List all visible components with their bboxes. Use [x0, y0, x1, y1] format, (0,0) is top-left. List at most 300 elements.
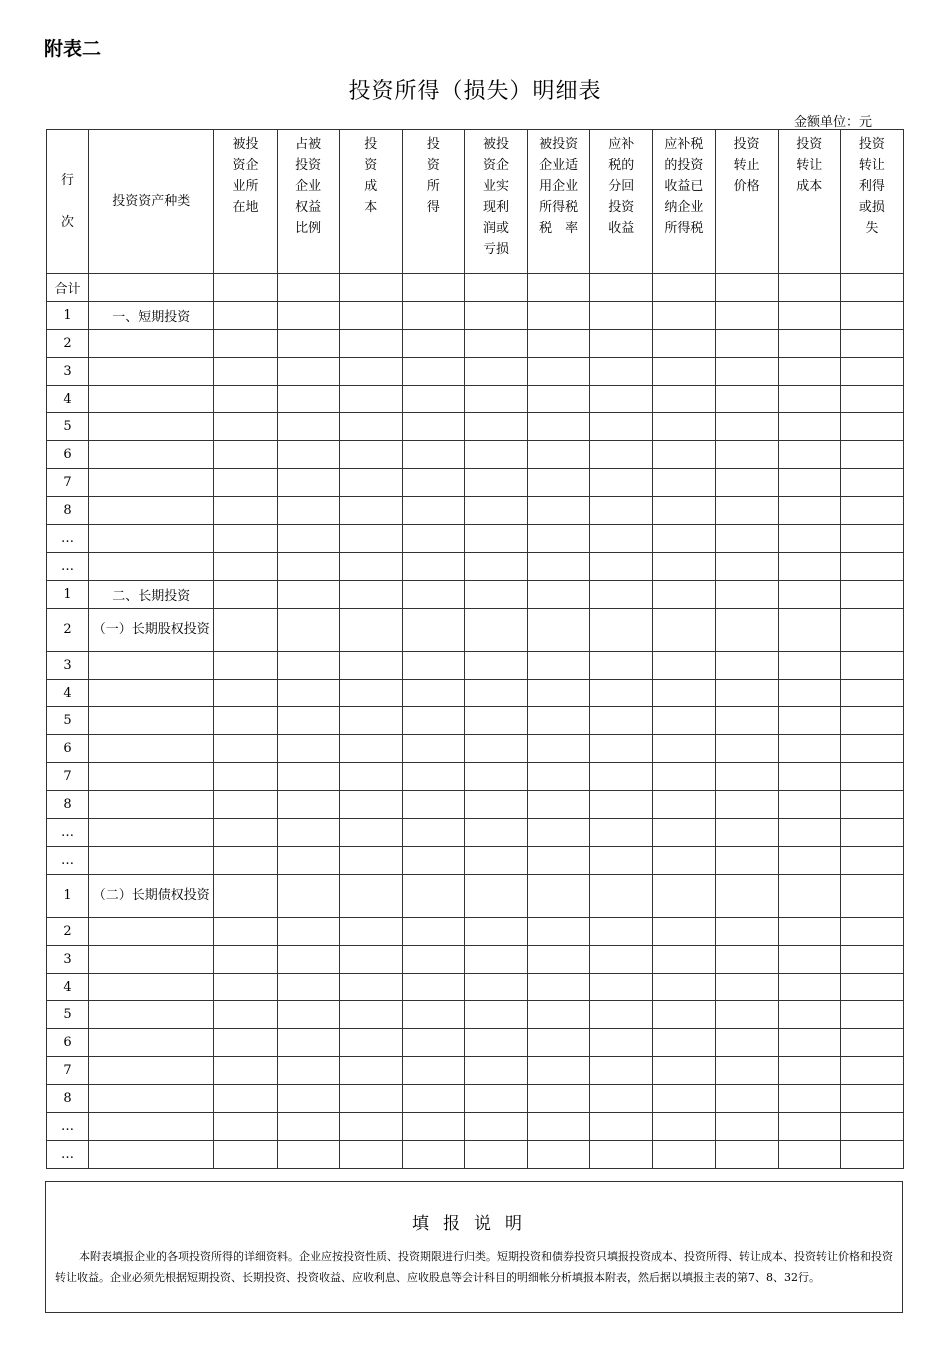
data-cell-investee-location[interactable]: [214, 329, 277, 357]
data-cell-transfer-cost[interactable]: [778, 874, 840, 917]
data-cell-tax-paid-on-income[interactable]: [653, 1085, 715, 1113]
data-cell-equity-ratio[interactable]: [277, 707, 339, 735]
data-cell-investment-cost[interactable]: [339, 525, 402, 553]
data-cell-investee-tax-rate[interactable]: [528, 1140, 590, 1168]
data-cell-investment-cost[interactable]: [339, 1029, 402, 1057]
data-cell-distributed-income-tax-due[interactable]: [590, 357, 653, 385]
data-cell-investee-tax-rate[interactable]: [528, 735, 590, 763]
data-cell-investment-cost[interactable]: [339, 945, 402, 973]
data-cell-investment-income[interactable]: [402, 441, 464, 469]
data-cell-transfer-cost[interactable]: [778, 525, 840, 553]
data-cell-transfer-gain-loss[interactable]: [840, 385, 903, 413]
data-cell-tax-paid-on-income[interactable]: [653, 413, 715, 441]
data-cell-equity-ratio[interactable]: [277, 301, 339, 329]
data-cell-transfer-price[interactable]: [715, 385, 778, 413]
data-cell-investee-tax-rate[interactable]: [528, 1113, 590, 1141]
data-cell-transfer-cost[interactable]: [778, 329, 840, 357]
data-cell-investee-profit-loss[interactable]: [464, 469, 527, 497]
data-cell-investee-location[interactable]: [214, 1057, 277, 1085]
data-cell-investee-location[interactable]: [214, 1029, 277, 1057]
data-cell-equity-ratio[interactable]: [277, 791, 339, 819]
data-cell-tax-paid-on-income[interactable]: [653, 973, 715, 1001]
data-cell-equity-ratio[interactable]: [277, 846, 339, 874]
data-cell-transfer-price[interactable]: [715, 763, 778, 791]
data-cell-investee-location[interactable]: [214, 735, 277, 763]
data-cell-investee-location[interactable]: [214, 1140, 277, 1168]
data-cell-transfer-price[interactable]: [715, 552, 778, 580]
data-cell-investment-cost[interactable]: [339, 413, 402, 441]
data-cell-investment-income[interactable]: [402, 1140, 464, 1168]
data-cell-investee-location[interactable]: [214, 1113, 277, 1141]
data-cell-investee-location[interactable]: [214, 1085, 277, 1113]
data-cell-investee-tax-rate[interactable]: [528, 497, 590, 525]
data-cell-transfer-gain-loss[interactable]: [840, 413, 903, 441]
data-cell-investment-income[interactable]: [402, 874, 464, 917]
data-cell-transfer-gain-loss[interactable]: [840, 874, 903, 917]
data-cell-investment-cost[interactable]: [339, 819, 402, 847]
data-cell-transfer-gain-loss[interactable]: [840, 329, 903, 357]
data-cell-investment-cost[interactable]: [339, 651, 402, 679]
data-cell-tax-paid-on-income[interactable]: [653, 1140, 715, 1168]
data-cell-investment-income[interactable]: [402, 413, 464, 441]
data-cell-tax-paid-on-income[interactable]: [653, 357, 715, 385]
data-cell-transfer-price[interactable]: [715, 608, 778, 651]
data-cell-transfer-price[interactable]: [715, 413, 778, 441]
data-cell-equity-ratio[interactable]: [277, 945, 339, 973]
data-cell-transfer-price[interactable]: [715, 497, 778, 525]
data-cell-transfer-price[interactable]: [715, 1001, 778, 1029]
data-cell-transfer-price[interactable]: [715, 469, 778, 497]
data-cell-investee-tax-rate[interactable]: [528, 679, 590, 707]
data-cell-investment-income[interactable]: [402, 651, 464, 679]
data-cell-investee-profit-loss[interactable]: [464, 973, 527, 1001]
data-cell-transfer-gain-loss[interactable]: [840, 973, 903, 1001]
data-cell-investee-tax-rate[interactable]: [528, 469, 590, 497]
data-cell-distributed-income-tax-due[interactable]: [590, 552, 653, 580]
data-cell-investment-income[interactable]: [402, 679, 464, 707]
data-cell-transfer-gain-loss[interactable]: [840, 552, 903, 580]
data-cell-investment-income[interactable]: [402, 580, 464, 608]
data-cell-transfer-gain-loss[interactable]: [840, 917, 903, 945]
data-cell-transfer-cost[interactable]: [778, 763, 840, 791]
data-cell-tax-paid-on-income[interactable]: [653, 735, 715, 763]
data-cell-investment-income[interactable]: [402, 385, 464, 413]
data-cell-transfer-gain-loss[interactable]: [840, 1057, 903, 1085]
data-cell-investee-profit-loss[interactable]: [464, 525, 527, 553]
data-cell-distributed-income-tax-due[interactable]: [590, 1140, 653, 1168]
data-cell-investee-tax-rate[interactable]: [528, 846, 590, 874]
data-cell-distributed-income-tax-due[interactable]: [590, 945, 653, 973]
data-cell-tax-paid-on-income[interactable]: [653, 1057, 715, 1085]
data-cell-distributed-income-tax-due[interactable]: [590, 791, 653, 819]
data-cell-transfer-cost[interactable]: [778, 1001, 840, 1029]
data-cell-investment-cost[interactable]: [339, 707, 402, 735]
data-cell-investment-cost[interactable]: [339, 469, 402, 497]
data-cell-transfer-cost[interactable]: [778, 580, 840, 608]
data-cell-tax-paid-on-income[interactable]: [653, 580, 715, 608]
data-cell-distributed-income-tax-due[interactable]: [590, 1001, 653, 1029]
data-cell-investee-location[interactable]: [214, 846, 277, 874]
data-cell-transfer-cost[interactable]: [778, 1140, 840, 1168]
data-cell-distributed-income-tax-due[interactable]: [590, 441, 653, 469]
data-cell-investee-tax-rate[interactable]: [528, 945, 590, 973]
data-cell-investment-income[interactable]: [402, 469, 464, 497]
data-cell-investment-income[interactable]: [402, 945, 464, 973]
data-cell-investee-profit-loss[interactable]: [464, 1057, 527, 1085]
data-cell-investee-tax-rate[interactable]: [528, 1001, 590, 1029]
data-cell-investment-cost[interactable]: [339, 1113, 402, 1141]
data-cell-transfer-cost[interactable]: [778, 274, 840, 302]
data-cell-investee-location[interactable]: [214, 580, 277, 608]
data-cell-distributed-income-tax-due[interactable]: [590, 469, 653, 497]
data-cell-distributed-income-tax-due[interactable]: [590, 707, 653, 735]
data-cell-investee-location[interactable]: [214, 973, 277, 1001]
data-cell-investment-cost[interactable]: [339, 1001, 402, 1029]
data-cell-investment-cost[interactable]: [339, 608, 402, 651]
data-cell-tax-paid-on-income[interactable]: [653, 917, 715, 945]
data-cell-tax-paid-on-income[interactable]: [653, 707, 715, 735]
data-cell-investee-location[interactable]: [214, 707, 277, 735]
data-cell-transfer-price[interactable]: [715, 1085, 778, 1113]
data-cell-transfer-gain-loss[interactable]: [840, 357, 903, 385]
data-cell-equity-ratio[interactable]: [277, 1085, 339, 1113]
data-cell-distributed-income-tax-due[interactable]: [590, 274, 653, 302]
data-cell-equity-ratio[interactable]: [277, 1140, 339, 1168]
data-cell-transfer-gain-loss[interactable]: [840, 441, 903, 469]
data-cell-investment-income[interactable]: [402, 552, 464, 580]
data-cell-distributed-income-tax-due[interactable]: [590, 819, 653, 847]
data-cell-transfer-gain-loss[interactable]: [840, 1113, 903, 1141]
data-cell-investment-cost[interactable]: [339, 1085, 402, 1113]
data-cell-investee-location[interactable]: [214, 413, 277, 441]
data-cell-investment-cost[interactable]: [339, 497, 402, 525]
data-cell-transfer-gain-loss[interactable]: [840, 1140, 903, 1168]
data-cell-investee-location[interactable]: [214, 651, 277, 679]
data-cell-distributed-income-tax-due[interactable]: [590, 735, 653, 763]
data-cell-equity-ratio[interactable]: [277, 385, 339, 413]
data-cell-transfer-gain-loss[interactable]: [840, 791, 903, 819]
data-cell-transfer-cost[interactable]: [778, 385, 840, 413]
data-cell-tax-paid-on-income[interactable]: [653, 945, 715, 973]
data-cell-tax-paid-on-income[interactable]: [653, 552, 715, 580]
data-cell-investment-income[interactable]: [402, 525, 464, 553]
data-cell-transfer-gain-loss[interactable]: [840, 1001, 903, 1029]
data-cell-investee-profit-loss[interactable]: [464, 1140, 527, 1168]
data-cell-transfer-cost[interactable]: [778, 608, 840, 651]
data-cell-investee-profit-loss[interactable]: [464, 707, 527, 735]
data-cell-investment-income[interactable]: [402, 357, 464, 385]
data-cell-transfer-price[interactable]: [715, 329, 778, 357]
data-cell-equity-ratio[interactable]: [277, 357, 339, 385]
data-cell-equity-ratio[interactable]: [277, 413, 339, 441]
data-cell-investment-income[interactable]: [402, 497, 464, 525]
data-cell-investee-profit-loss[interactable]: [464, 1001, 527, 1029]
data-cell-transfer-price[interactable]: [715, 846, 778, 874]
data-cell-investment-income[interactable]: [402, 329, 464, 357]
data-cell-investee-profit-loss[interactable]: [464, 580, 527, 608]
data-cell-investment-income[interactable]: [402, 301, 464, 329]
data-cell-investment-income[interactable]: [402, 608, 464, 651]
data-cell-distributed-income-tax-due[interactable]: [590, 846, 653, 874]
data-cell-transfer-cost[interactable]: [778, 1029, 840, 1057]
data-cell-distributed-income-tax-due[interactable]: [590, 917, 653, 945]
data-cell-equity-ratio[interactable]: [277, 874, 339, 917]
data-cell-investment-cost[interactable]: [339, 735, 402, 763]
data-cell-investment-income[interactable]: [402, 973, 464, 1001]
data-cell-transfer-price[interactable]: [715, 1057, 778, 1085]
data-cell-investee-tax-rate[interactable]: [528, 413, 590, 441]
data-cell-distributed-income-tax-due[interactable]: [590, 1085, 653, 1113]
data-cell-transfer-gain-loss[interactable]: [840, 301, 903, 329]
data-cell-tax-paid-on-income[interactable]: [653, 274, 715, 302]
data-cell-tax-paid-on-income[interactable]: [653, 385, 715, 413]
data-cell-transfer-gain-loss[interactable]: [840, 608, 903, 651]
data-cell-distributed-income-tax-due[interactable]: [590, 651, 653, 679]
data-cell-equity-ratio[interactable]: [277, 608, 339, 651]
data-cell-distributed-income-tax-due[interactable]: [590, 497, 653, 525]
data-cell-investee-profit-loss[interactable]: [464, 301, 527, 329]
data-cell-investment-cost[interactable]: [339, 874, 402, 917]
data-cell-investee-tax-rate[interactable]: [528, 301, 590, 329]
data-cell-transfer-cost[interactable]: [778, 945, 840, 973]
data-cell-transfer-gain-loss[interactable]: [840, 819, 903, 847]
data-cell-transfer-price[interactable]: [715, 707, 778, 735]
data-cell-transfer-cost[interactable]: [778, 917, 840, 945]
data-cell-transfer-cost[interactable]: [778, 735, 840, 763]
data-cell-investee-tax-rate[interactable]: [528, 525, 590, 553]
data-cell-equity-ratio[interactable]: [277, 819, 339, 847]
data-cell-equity-ratio[interactable]: [277, 763, 339, 791]
data-cell-investment-cost[interactable]: [339, 357, 402, 385]
data-cell-transfer-cost[interactable]: [778, 846, 840, 874]
data-cell-transfer-gain-loss[interactable]: [840, 763, 903, 791]
data-cell-tax-paid-on-income[interactable]: [653, 525, 715, 553]
data-cell-equity-ratio[interactable]: [277, 735, 339, 763]
data-cell-transfer-cost[interactable]: [778, 469, 840, 497]
data-cell-distributed-income-tax-due[interactable]: [590, 385, 653, 413]
data-cell-equity-ratio[interactable]: [277, 917, 339, 945]
data-cell-investee-profit-loss[interactable]: [464, 846, 527, 874]
data-cell-investment-income[interactable]: [402, 1113, 464, 1141]
data-cell-investee-profit-loss[interactable]: [464, 385, 527, 413]
data-cell-tax-paid-on-income[interactable]: [653, 679, 715, 707]
data-cell-investee-tax-rate[interactable]: [528, 1085, 590, 1113]
data-cell-investment-income[interactable]: [402, 1057, 464, 1085]
data-cell-transfer-price[interactable]: [715, 1113, 778, 1141]
data-cell-investment-income[interactable]: [402, 735, 464, 763]
data-cell-equity-ratio[interactable]: [277, 525, 339, 553]
data-cell-investee-location[interactable]: [214, 274, 277, 302]
data-cell-distributed-income-tax-due[interactable]: [590, 329, 653, 357]
data-cell-investment-cost[interactable]: [339, 552, 402, 580]
data-cell-distributed-income-tax-due[interactable]: [590, 1057, 653, 1085]
data-cell-distributed-income-tax-due[interactable]: [590, 973, 653, 1001]
data-cell-investment-cost[interactable]: [339, 679, 402, 707]
data-cell-investee-profit-loss[interactable]: [464, 819, 527, 847]
data-cell-investee-location[interactable]: [214, 1001, 277, 1029]
data-cell-investment-cost[interactable]: [339, 441, 402, 469]
data-cell-transfer-price[interactable]: [715, 1140, 778, 1168]
data-cell-equity-ratio[interactable]: [277, 679, 339, 707]
data-cell-transfer-cost[interactable]: [778, 441, 840, 469]
data-cell-transfer-gain-loss[interactable]: [840, 1029, 903, 1057]
data-cell-tax-paid-on-income[interactable]: [653, 1001, 715, 1029]
data-cell-transfer-price[interactable]: [715, 791, 778, 819]
data-cell-investee-tax-rate[interactable]: [528, 874, 590, 917]
data-cell-transfer-price[interactable]: [715, 679, 778, 707]
data-cell-transfer-price[interactable]: [715, 917, 778, 945]
data-cell-investment-cost[interactable]: [339, 1057, 402, 1085]
data-cell-equity-ratio[interactable]: [277, 580, 339, 608]
data-cell-investee-profit-loss[interactable]: [464, 735, 527, 763]
data-cell-investment-income[interactable]: [402, 274, 464, 302]
data-cell-tax-paid-on-income[interactable]: [653, 301, 715, 329]
data-cell-investee-profit-loss[interactable]: [464, 651, 527, 679]
data-cell-transfer-price[interactable]: [715, 301, 778, 329]
data-cell-equity-ratio[interactable]: [277, 329, 339, 357]
data-cell-transfer-price[interactable]: [715, 945, 778, 973]
data-cell-investee-profit-loss[interactable]: [464, 917, 527, 945]
data-cell-investee-tax-rate[interactable]: [528, 357, 590, 385]
data-cell-investee-location[interactable]: [214, 791, 277, 819]
data-cell-investment-cost[interactable]: [339, 973, 402, 1001]
data-cell-investee-tax-rate[interactable]: [528, 1029, 590, 1057]
data-cell-distributed-income-tax-due[interactable]: [590, 525, 653, 553]
data-cell-distributed-income-tax-due[interactable]: [590, 874, 653, 917]
data-cell-investment-cost[interactable]: [339, 385, 402, 413]
data-cell-transfer-price[interactable]: [715, 357, 778, 385]
data-cell-tax-paid-on-income[interactable]: [653, 497, 715, 525]
data-cell-investee-location[interactable]: [214, 608, 277, 651]
data-cell-investee-tax-rate[interactable]: [528, 917, 590, 945]
data-cell-transfer-gain-loss[interactable]: [840, 735, 903, 763]
data-cell-tax-paid-on-income[interactable]: [653, 329, 715, 357]
data-cell-transfer-gain-loss[interactable]: [840, 1085, 903, 1113]
data-cell-investment-cost[interactable]: [339, 791, 402, 819]
data-cell-investment-income[interactable]: [402, 791, 464, 819]
data-cell-transfer-cost[interactable]: [778, 497, 840, 525]
data-cell-investee-tax-rate[interactable]: [528, 791, 590, 819]
data-cell-transfer-price[interactable]: [715, 580, 778, 608]
data-cell-investee-tax-rate[interactable]: [528, 707, 590, 735]
data-cell-investee-profit-loss[interactable]: [464, 791, 527, 819]
data-cell-distributed-income-tax-due[interactable]: [590, 608, 653, 651]
data-cell-investee-tax-rate[interactable]: [528, 385, 590, 413]
data-cell-tax-paid-on-income[interactable]: [653, 1113, 715, 1141]
data-cell-equity-ratio[interactable]: [277, 441, 339, 469]
data-cell-transfer-gain-loss[interactable]: [840, 469, 903, 497]
data-cell-transfer-cost[interactable]: [778, 552, 840, 580]
data-cell-transfer-cost[interactable]: [778, 973, 840, 1001]
data-cell-distributed-income-tax-due[interactable]: [590, 413, 653, 441]
data-cell-investee-profit-loss[interactable]: [464, 1085, 527, 1113]
data-cell-investee-location[interactable]: [214, 917, 277, 945]
data-cell-transfer-cost[interactable]: [778, 357, 840, 385]
data-cell-investment-cost[interactable]: [339, 763, 402, 791]
data-cell-investee-profit-loss[interactable]: [464, 552, 527, 580]
data-cell-transfer-price[interactable]: [715, 735, 778, 763]
data-cell-transfer-cost[interactable]: [778, 679, 840, 707]
data-cell-investee-location[interactable]: [214, 679, 277, 707]
data-cell-tax-paid-on-income[interactable]: [653, 763, 715, 791]
data-cell-transfer-cost[interactable]: [778, 819, 840, 847]
data-cell-investee-profit-loss[interactable]: [464, 763, 527, 791]
data-cell-transfer-price[interactable]: [715, 973, 778, 1001]
data-cell-investment-cost[interactable]: [339, 301, 402, 329]
data-cell-transfer-cost[interactable]: [778, 791, 840, 819]
data-cell-investee-tax-rate[interactable]: [528, 441, 590, 469]
data-cell-investment-cost[interactable]: [339, 1140, 402, 1168]
data-cell-transfer-gain-loss[interactable]: [840, 525, 903, 553]
data-cell-transfer-gain-loss[interactable]: [840, 945, 903, 973]
data-cell-investee-tax-rate[interactable]: [528, 580, 590, 608]
data-cell-equity-ratio[interactable]: [277, 1029, 339, 1057]
data-cell-transfer-price[interactable]: [715, 1029, 778, 1057]
data-cell-investee-profit-loss[interactable]: [464, 329, 527, 357]
data-cell-investment-income[interactable]: [402, 917, 464, 945]
data-cell-investee-profit-loss[interactable]: [464, 679, 527, 707]
data-cell-transfer-cost[interactable]: [778, 1113, 840, 1141]
data-cell-equity-ratio[interactable]: [277, 552, 339, 580]
data-cell-investee-location[interactable]: [214, 301, 277, 329]
data-cell-investee-profit-loss[interactable]: [464, 874, 527, 917]
data-cell-investee-profit-loss[interactable]: [464, 497, 527, 525]
data-cell-equity-ratio[interactable]: [277, 274, 339, 302]
data-cell-equity-ratio[interactable]: [277, 651, 339, 679]
data-cell-transfer-price[interactable]: [715, 441, 778, 469]
data-cell-transfer-cost[interactable]: [778, 707, 840, 735]
data-cell-investee-profit-loss[interactable]: [464, 945, 527, 973]
data-cell-investee-profit-loss[interactable]: [464, 1029, 527, 1057]
data-cell-equity-ratio[interactable]: [277, 1001, 339, 1029]
data-cell-transfer-price[interactable]: [715, 651, 778, 679]
data-cell-investee-location[interactable]: [214, 441, 277, 469]
data-cell-investee-location[interactable]: [214, 552, 277, 580]
data-cell-investee-location[interactable]: [214, 819, 277, 847]
data-cell-investee-tax-rate[interactable]: [528, 274, 590, 302]
data-cell-investment-cost[interactable]: [339, 580, 402, 608]
data-cell-investment-cost[interactable]: [339, 329, 402, 357]
data-cell-transfer-cost[interactable]: [778, 651, 840, 679]
data-cell-tax-paid-on-income[interactable]: [653, 441, 715, 469]
data-cell-investee-location[interactable]: [214, 385, 277, 413]
data-cell-tax-paid-on-income[interactable]: [653, 819, 715, 847]
data-cell-transfer-cost[interactable]: [778, 413, 840, 441]
data-cell-investment-income[interactable]: [402, 1029, 464, 1057]
data-cell-transfer-gain-loss[interactable]: [840, 651, 903, 679]
data-cell-transfer-gain-loss[interactable]: [840, 580, 903, 608]
data-cell-investee-profit-loss[interactable]: [464, 1113, 527, 1141]
data-cell-transfer-cost[interactable]: [778, 1085, 840, 1113]
data-cell-equity-ratio[interactable]: [277, 1113, 339, 1141]
data-cell-transfer-price[interactable]: [715, 819, 778, 847]
data-cell-transfer-price[interactable]: [715, 874, 778, 917]
data-cell-investee-location[interactable]: [214, 763, 277, 791]
data-cell-investee-tax-rate[interactable]: [528, 1057, 590, 1085]
data-cell-transfer-cost[interactable]: [778, 301, 840, 329]
data-cell-investee-location[interactable]: [214, 469, 277, 497]
data-cell-equity-ratio[interactable]: [277, 1057, 339, 1085]
data-cell-transfer-cost[interactable]: [778, 1057, 840, 1085]
data-cell-investee-tax-rate[interactable]: [528, 329, 590, 357]
data-cell-transfer-gain-loss[interactable]: [840, 274, 903, 302]
data-cell-equity-ratio[interactable]: [277, 497, 339, 525]
data-cell-tax-paid-on-income[interactable]: [653, 469, 715, 497]
data-cell-equity-ratio[interactable]: [277, 973, 339, 1001]
data-cell-investee-location[interactable]: [214, 497, 277, 525]
data-cell-investee-profit-loss[interactable]: [464, 608, 527, 651]
data-cell-investment-cost[interactable]: [339, 274, 402, 302]
